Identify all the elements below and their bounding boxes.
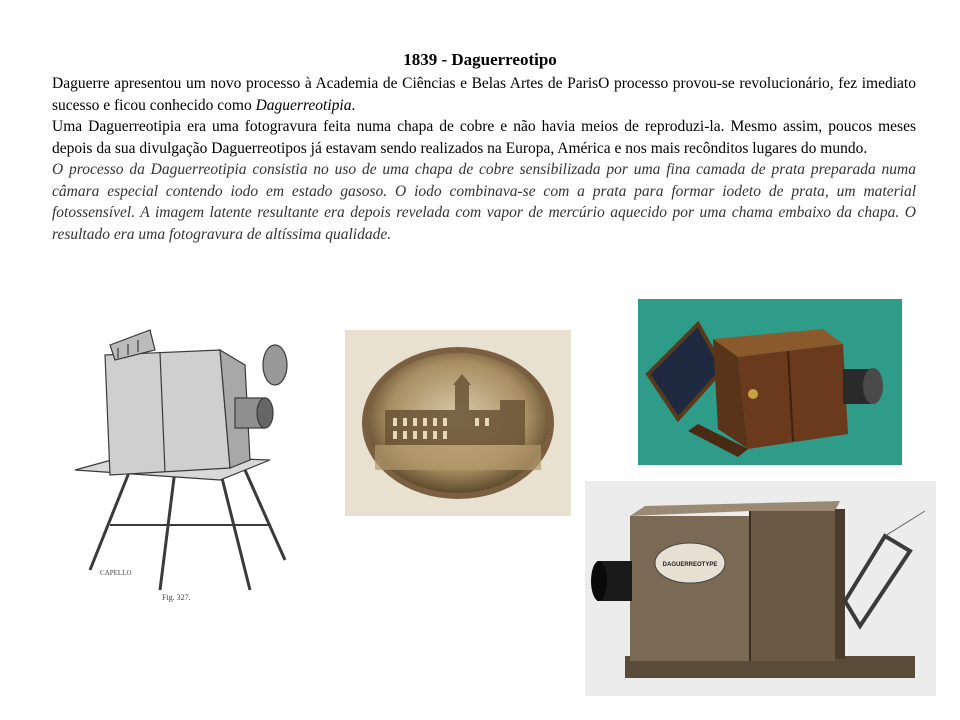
page-title: 1839 - Daguerreotipo — [403, 50, 557, 69]
engraving-caption: Fig. 327. — [162, 593, 191, 602]
camera-engraving-image — [70, 320, 332, 610]
paragraph-3: O processo da Daguerreotipia consistia no uso de uma chapa de cobre sensibilizada por uma fina camada de prata preparada numa câmara especial contendo iodo em estado gasoso. O iodo combinava-se com a prata para formar iodeto de prata, um material fotossensível. A imagem latente resultante era depois revelada com vapor de mercúrio aquecido por uma chama embaixo da chapa. O resultado era uma fotogravura de altíssima qualidade. — [52, 161, 916, 243]
engraving-signature: CAPELLO — [100, 569, 132, 577]
camera-label: DAGUERREOTYPE — [662, 562, 718, 568]
paragraph-2: Uma Daguerreotipia era uma fotogravura feita numa chapa de cobre e não havia meios de reproduzi-la. Mesmo assim, poucos meses depois da sua divulgação Daguerreotipos já estavam sendo realizados na Europa, América e nos mais recônditos lugares do mundo. — [52, 118, 916, 157]
wooden-camera-color-image — [638, 299, 902, 465]
daguerreotype-camera-bw-image — [585, 481, 936, 696]
paragraph-1-end: . — [351, 96, 356, 114]
paragraph-1-emphasis: Daguerreotipia — [255, 96, 352, 114]
document-body — [52, 73, 916, 245]
paragraph-1-start: Daguerre apresentou um novo processo à Academia de Ciências e Belas Artes de ParisO processo provou-se revolucionário, fez imediato sucesso e ficou conhecido como — [52, 75, 916, 114]
paragraph-1 — [52, 73, 916, 116]
daguerreotype-photo-image — [345, 330, 571, 516]
